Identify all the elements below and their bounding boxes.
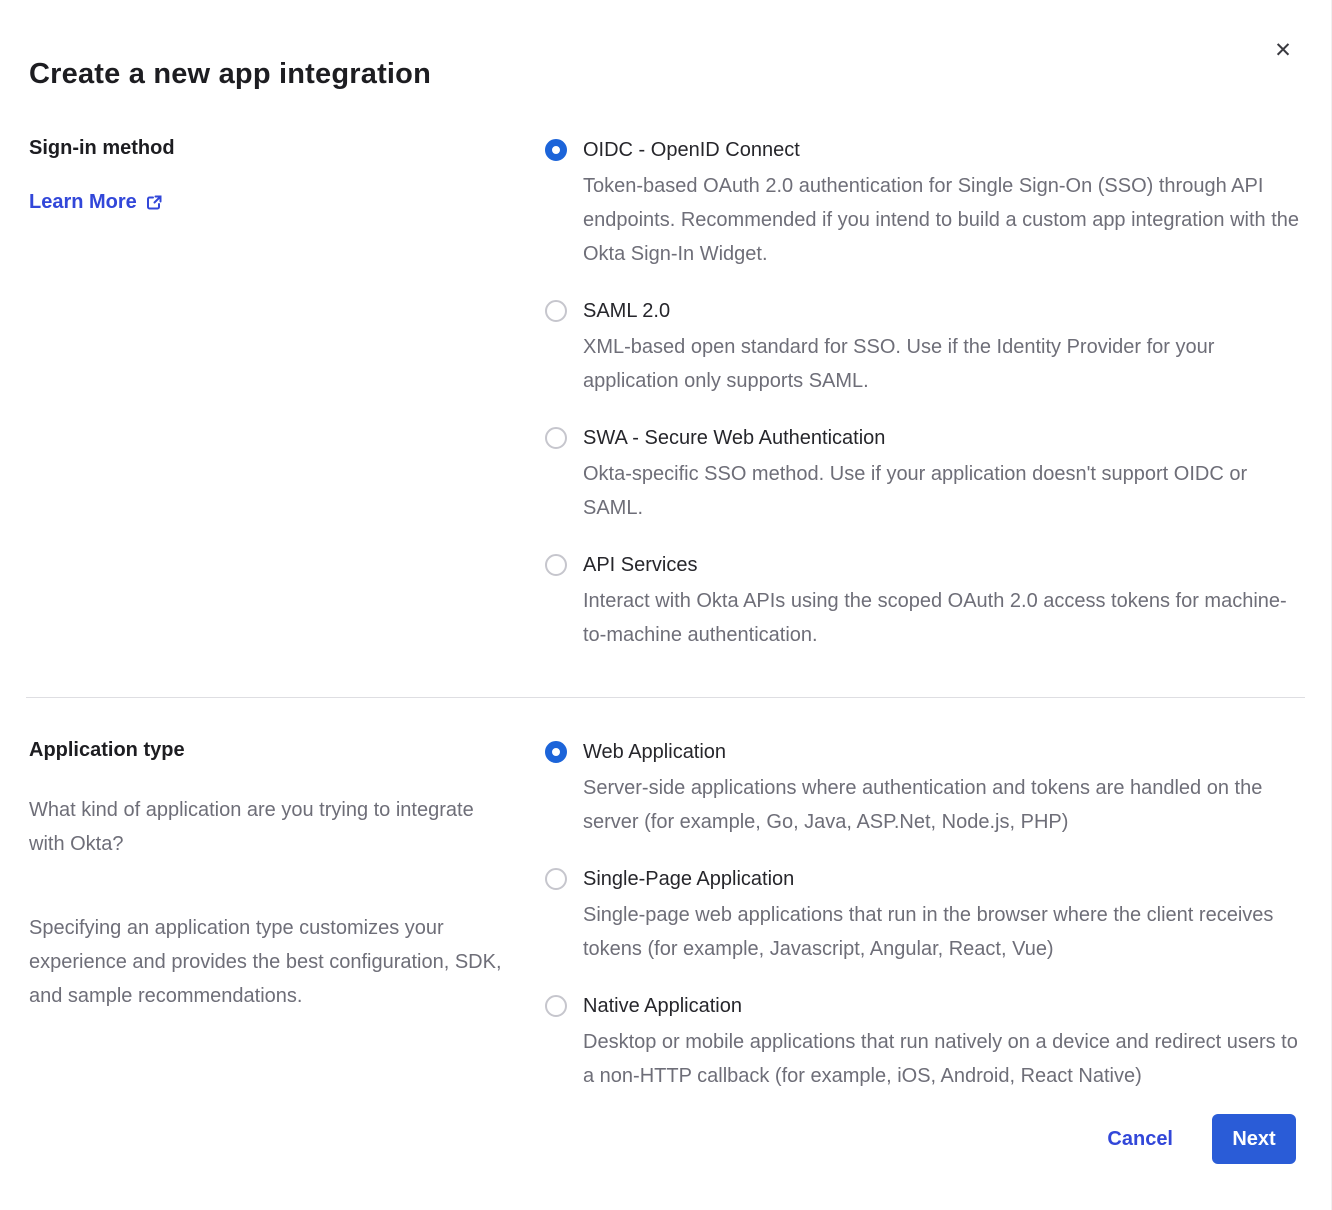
radio-description-api-services: Interact with Okta APIs using the scoped OAuth 2.0 access tokens for machine-to-machine authentication. — [583, 590, 1287, 646]
radio-label-swa: SWA - Secure Web Authentication — [583, 427, 886, 449]
radio-label-native-application: Native Application — [583, 995, 742, 1017]
radio-label-web-application: Web Application — [583, 741, 727, 763]
application-type-label: Application type — [29, 739, 185, 761]
radio-button-native-application[interactable] — [545, 995, 567, 1017]
application-type-section — [29, 739, 1302, 1093]
cancel-button[interactable]: Cancel — [1107, 1127, 1173, 1150]
learn-more-label: Learn More — [29, 191, 137, 213]
application-type-left-column — [29, 739, 545, 1013]
radio-description-swa: Okta-specific SSO method. Use if your application doesn't support OIDC or SAML. — [583, 463, 1248, 519]
signin-method-options — [545, 137, 1302, 652]
application-type-help-text: Specifying an application type customizes your experience and provides the best configuration, SDK, and sample recommendations. — [29, 917, 502, 1007]
dialog-footer — [1107, 1114, 1296, 1164]
radio-option-single-page-application[interactable] — [545, 866, 1302, 966]
radio-button-saml[interactable] — [545, 300, 567, 322]
signin-method-section — [29, 137, 1302, 652]
radio-description-saml: XML-based open standard for SSO. Use if the Identity Provider for your application only supports SAML. — [583, 336, 1215, 392]
radio-option-web-application[interactable] — [545, 739, 1302, 839]
radio-option-native-application[interactable] — [545, 993, 1302, 1093]
radio-option-saml[interactable] — [545, 298, 1302, 398]
radio-description-single-page-application: Single-page web applications that run in the browser where the client receives tokens (for example, Javascript, Angular, React, Vue) — [583, 904, 1274, 960]
section-divider — [26, 697, 1305, 698]
signin-method-left-column — [29, 137, 545, 214]
radio-button-api-services[interactable] — [545, 554, 567, 576]
radio-label-saml: SAML 2.0 — [583, 300, 671, 322]
signin-method-label: Sign-in method — [29, 137, 175, 159]
radio-button-swa[interactable] — [545, 427, 567, 449]
page-title: Create a new app integration — [29, 58, 432, 90]
radio-option-api-services[interactable] — [545, 552, 1302, 652]
radio-button-web-application[interactable] — [545, 741, 567, 763]
radio-button-single-page-application[interactable] — [545, 868, 567, 890]
radio-option-swa[interactable] — [545, 425, 1302, 525]
radio-label-oidc: OIDC - OpenID Connect — [583, 139, 800, 161]
learn-more-link[interactable] — [29, 191, 163, 214]
next-button[interactable]: Next — [1212, 1114, 1296, 1164]
close-icon[interactable]: ✕ — [1268, 36, 1298, 66]
radio-description-web-application: Server-side applications where authentication and tokens are handled on the server (for example, Go, Java, ASP.Net, Node.js, PHP) — [583, 777, 1263, 833]
radio-description-native-application: Desktop or mobile applications that run natively on a device and redirect users to a non-HTTP callback (for example, iOS, Android, React Native) — [583, 1031, 1298, 1087]
application-type-options — [545, 739, 1302, 1093]
radio-description-oidc: Token-based OAuth 2.0 authentication for Single Sign-On (SSO) through API endpoints. Recommended if you intend to build a custom app integration with the Okta Sign-In Widget. — [583, 175, 1299, 265]
radio-label-single-page-application: Single-Page Application — [583, 868, 795, 890]
application-type-question: What kind of application are you trying to integrate with Okta? — [29, 799, 474, 855]
radio-button-oidc[interactable] — [545, 139, 567, 161]
radio-option-oidc[interactable] — [545, 137, 1302, 271]
radio-label-api-services: API Services — [583, 554, 698, 576]
external-link-icon — [146, 194, 163, 211]
